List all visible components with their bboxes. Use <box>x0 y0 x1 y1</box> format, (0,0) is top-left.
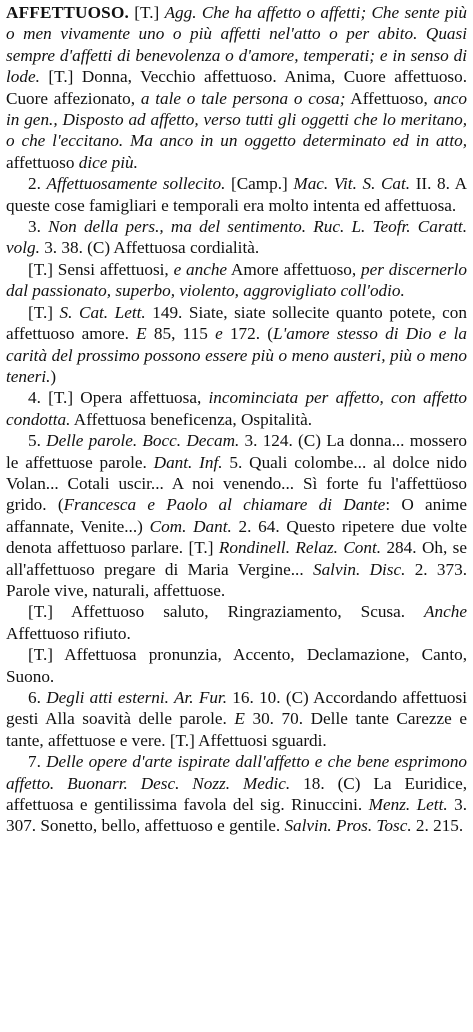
text-segment: 85, 115 <box>146 324 216 344</box>
italic-text: e anche <box>173 259 228 279</box>
text-segment: [T.] Affettuoso saluto, Ringraziamento, Scusa. <box>28 602 425 622</box>
entry-paragraph <box>6 173 467 216</box>
entry-headword: AFFETTUOSO. <box>6 3 130 22</box>
text-segment: 30. 70. Delle tante Carezze e tante, affettuose e vere. [T.] Affettuosi sguardi. <box>6 709 467 750</box>
text-segment: 18. (C) La Euridice, affettuosa e gentilissima favola del sig. Rinuccini. <box>6 773 467 815</box>
text-segment: Affettuoso rifiuto. <box>6 623 131 643</box>
italic-text: Rondinell. Relaz. Cont. <box>218 538 382 558</box>
text-segment: 3. 307. Sonetto, bello, affettuoso e gentile. <box>6 795 468 836</box>
entry-paragraph <box>6 259 467 302</box>
italic-text: E <box>234 709 245 729</box>
text-segment: [T.] <box>28 302 60 322</box>
text-segment: [T.] Donna, Vecchio affettuoso. Anima, Cuore affettuoso. Cuore affezionato, <box>6 67 467 108</box>
italic-text: Agg. Che ha affetto o affetti; Che sente più o men vivamente uno o più affetti nel'atto o per abito. Quasi sempre d'affetti di benevolenza o d'amore, temperati; e in senso di lode. <box>6 3 468 87</box>
italic-text: E <box>136 324 147 344</box>
text-segment: 2. <box>28 174 47 194</box>
text-segment: 172. ( <box>222 324 274 344</box>
text-segment: 284. Oh, se all'affettuoso pregare di Maria Vergine... <box>6 538 467 579</box>
italic-text: Com. Dant. <box>149 516 232 536</box>
text-segment: 16. 10. (C) Accordando affettuosi gesti Alla soavità delle parole. <box>6 688 467 729</box>
italic-text: Menz. Lett. <box>368 795 448 815</box>
text-segment: [T.] Sensi affettuosi, <box>28 259 174 279</box>
entry-paragraph <box>6 216 467 259</box>
italic-text: incominciata per affetto, con affetto condotta. <box>6 388 467 429</box>
entry-paragraph <box>6 302 467 388</box>
italic-text: Anche <box>424 602 467 622</box>
italic-text: dice più. <box>78 152 138 172</box>
text-segment: 5. <box>28 431 47 451</box>
text-segment: ) <box>50 366 57 386</box>
entry-paragraph <box>6 430 467 601</box>
italic-text: Francesca e Paolo al chiamare di Dante <box>63 495 386 515</box>
italic-text: Salvin. Disc. <box>312 559 406 579</box>
text-segment: 3. 38. (C) Affettuosa cordialità. <box>39 238 260 258</box>
text-segment: II. 8. A queste cose famigliari e temporali era molto intenta ed affettuosa. <box>6 174 467 215</box>
italic-text: Delle parole. Bocc. Decam. <box>46 431 240 451</box>
text-segment: [T.] Affettuosa pronunzia, Accento, Declamazione, Canto, Suono. <box>6 645 467 686</box>
text-segment: [Camp.] <box>225 174 294 194</box>
entry-paragraph <box>6 2 467 173</box>
entry-paragraph <box>6 644 467 687</box>
italic-text: anco in gen., Disposto ad affetto, verso tutti gli oggetti che lo meritano, o che l'eccitano. Ma anco in un oggetto determinato ed in atto, <box>6 88 467 151</box>
italic-text: a tale o tale persona o cosa; <box>140 88 346 108</box>
text-segment: 7. <box>28 752 47 772</box>
italic-text: Mac. Vit. S. Cat. <box>293 174 411 194</box>
text-segment: Affettuosa beneficenza, Ospitalità. <box>70 409 313 429</box>
text-segment: 5. Quali colombe... al dolce nido Volan... Cotali uscir... A noi venendo... Sì forte fu l'affettüoso grido. ( <box>6 452 468 515</box>
text-segment: 2. 215. <box>411 816 464 836</box>
entry-paragraph <box>6 387 467 430</box>
text-segment: Affettuoso, <box>345 88 434 108</box>
entry-paragraph <box>6 601 467 644</box>
text-segment: [T.] <box>129 3 165 22</box>
italic-text: S. Cat. Lett. <box>59 302 146 322</box>
text-segment: 149. Siate, siate sollecite quanto potete, con affettuoso amore. <box>6 302 467 344</box>
entry-paragraph <box>6 751 467 837</box>
italic-text: per discernerlo dal passionato, superbo, violento, aggrovigliato coll'odio. <box>6 259 467 301</box>
dictionary-entry-affettuoso <box>6 2 467 837</box>
text-segment: : O anime affannate, Venite...) <box>6 495 467 536</box>
italic-text: L'amore stesso di Dio e la carità del prossimo possono essere più o meno austeri, più o meno teneri. <box>6 324 467 386</box>
text-segment: 6. <box>28 688 47 707</box>
italic-text: Salvin. Pros. Tosc. <box>284 816 412 836</box>
italic-text: e <box>215 324 223 344</box>
italic-text: Degli atti esterni. Ar. Fur. <box>46 688 227 707</box>
text-segment: 4. [T.] Opera affettuosa, <box>28 388 209 408</box>
text-segment: 2. 64. Questo ripetere due volte denota affettuoso parlare. [T.] <box>6 516 467 558</box>
text-segment: 3. 124. (C) La donna... mossero le affettuose parole. <box>6 431 468 472</box>
text-segment: affettuoso <box>6 152 79 172</box>
italic-text: Dant. Inf. <box>153 452 223 472</box>
italic-text: Affettuosamente sollecito. <box>46 174 226 194</box>
entry-paragraph <box>6 687 467 751</box>
italic-text: Delle opere d'arte ispirate dall'affetto e che bene esprimono affetto. Buonarr. Desc. Nozz. Medic. <box>6 752 468 793</box>
text-segment: Amore affettuoso, <box>227 259 361 279</box>
italic-text: Non della pers., ma del sentimento. Ruc. L. Teofr. Caratt. volg. <box>6 217 467 258</box>
text-segment: 3. <box>28 217 49 237</box>
text-segment: 2. 373. Parole vive, naturali, affettuose. <box>6 559 467 600</box>
